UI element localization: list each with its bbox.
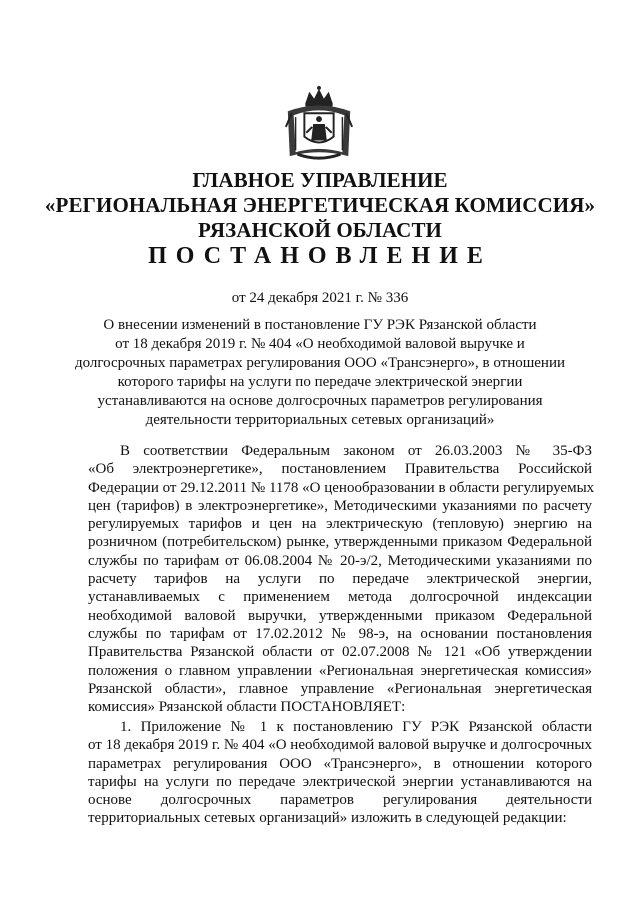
- ryazan-coat-of-arms-icon: [280, 84, 358, 162]
- preamble-line: «Об электроэнергетике», постановлением Правительства Российской: [88, 461, 592, 478]
- subject-line: О внесении изменений в постановление ГУ РЭК Рязанской области: [103, 317, 537, 333]
- issuer-line-1: ГЛАВНОЕ УПРАВЛЕНИЕ: [192, 168, 448, 192]
- preamble-line: расчету тарифов на услуги по передаче электрической энергии,: [88, 571, 592, 588]
- item-1-paragraph: [88, 718, 592, 828]
- preamble-line: необходимой валовой выручки, утвержденными приказом Федеральной: [88, 607, 592, 624]
- date-and-number: от 24 декабря 2021 г. № 336: [231, 290, 409, 306]
- preamble-line: Рязанской области», главное управление «Региональная энергетическая: [88, 680, 592, 697]
- subject-heading: [70, 316, 570, 430]
- item-1-line: от 18 декабря 2019 г. № 404 «О необходимой валовой выручке и долгосрочных: [88, 737, 592, 754]
- subject-line: деятельности территориальных сетевых организаций»: [145, 412, 495, 428]
- preamble-line: регулируемых тарифов и цен на электрическую (тепловую) энергию на: [88, 516, 592, 533]
- preamble-line: В соответствии Федеральным законом от 26.03.2003 № 35-ФЗ: [120, 443, 592, 459]
- item-1-line: территориальных сетевых организаций» изложить в следующей редакции:: [88, 810, 567, 827]
- preamble-line: устанавливаемых с применением метода долгосрочной индексации: [88, 589, 592, 606]
- issuer-line-3: РЯЗАНСКОЙ ОБЛАСТИ: [198, 218, 442, 242]
- issuer-block: [0, 168, 640, 243]
- item-1-line: 1. Приложение № 1 к постановлению ГУ РЭК Рязанской области: [120, 719, 592, 735]
- preamble-line: цен (тарифов) в электроэнергетике», Методическими указаниями по расчету: [88, 497, 592, 514]
- preamble-line: розничном (потребительском) рынке, утвержденными приказом Федеральной: [88, 534, 592, 551]
- preamble-line: Правительства Рязанской области от 02.07.2008 № 121 «Об утверждении: [88, 644, 592, 661]
- preamble-paragraph: [88, 442, 595, 716]
- preamble-line: комиссия» Рязанской области ПОСТАНОВЛЯЕТ:: [88, 699, 406, 716]
- item-1-line: основе долгосрочных параметров регулирования деятельности: [88, 792, 592, 809]
- preamble-line: положения о главном управлении «Региональная энергетическая комиссия»: [88, 662, 592, 679]
- item-1-line: параметрах регулирования ООО «Трансэнерго», в отношении которого: [88, 755, 592, 772]
- preamble-line: Федерации от 29.12.2011 № 1178 «О ценообразовании в области регулируемых: [88, 479, 595, 496]
- item-1-line: тарифы на услуги по передаче электрической энергии устанавливаются на: [88, 773, 592, 790]
- subject-line: устанавливаются на основе долгосрочных параметров регулирования: [97, 393, 543, 409]
- preamble-line: службы по тарифам от 17.02.2012 № 98-э, на основании постановления: [88, 625, 592, 642]
- issuer-line-2: «РЕГИОНАЛЬНАЯ ЭНЕРГЕТИЧЕСКАЯ КОМИССИЯ»: [44, 193, 596, 217]
- subject-line: от 18 декабря 2019 г. № 404 «О необходимой валовой выручке и: [115, 336, 525, 352]
- preamble-line: службы по тарифам от 06.08.2004 № 20-э/2, Методическими указаниями по: [88, 552, 592, 569]
- subject-line: которого тарифы на услуги по передаче электрической энергии: [117, 374, 523, 390]
- document-type-title: ПОСТАНОВЛЕНИЕ: [148, 243, 492, 269]
- subject-line: долгосрочных параметрах регулирования ООО «Трансэнерго», в отношении: [74, 355, 566, 371]
